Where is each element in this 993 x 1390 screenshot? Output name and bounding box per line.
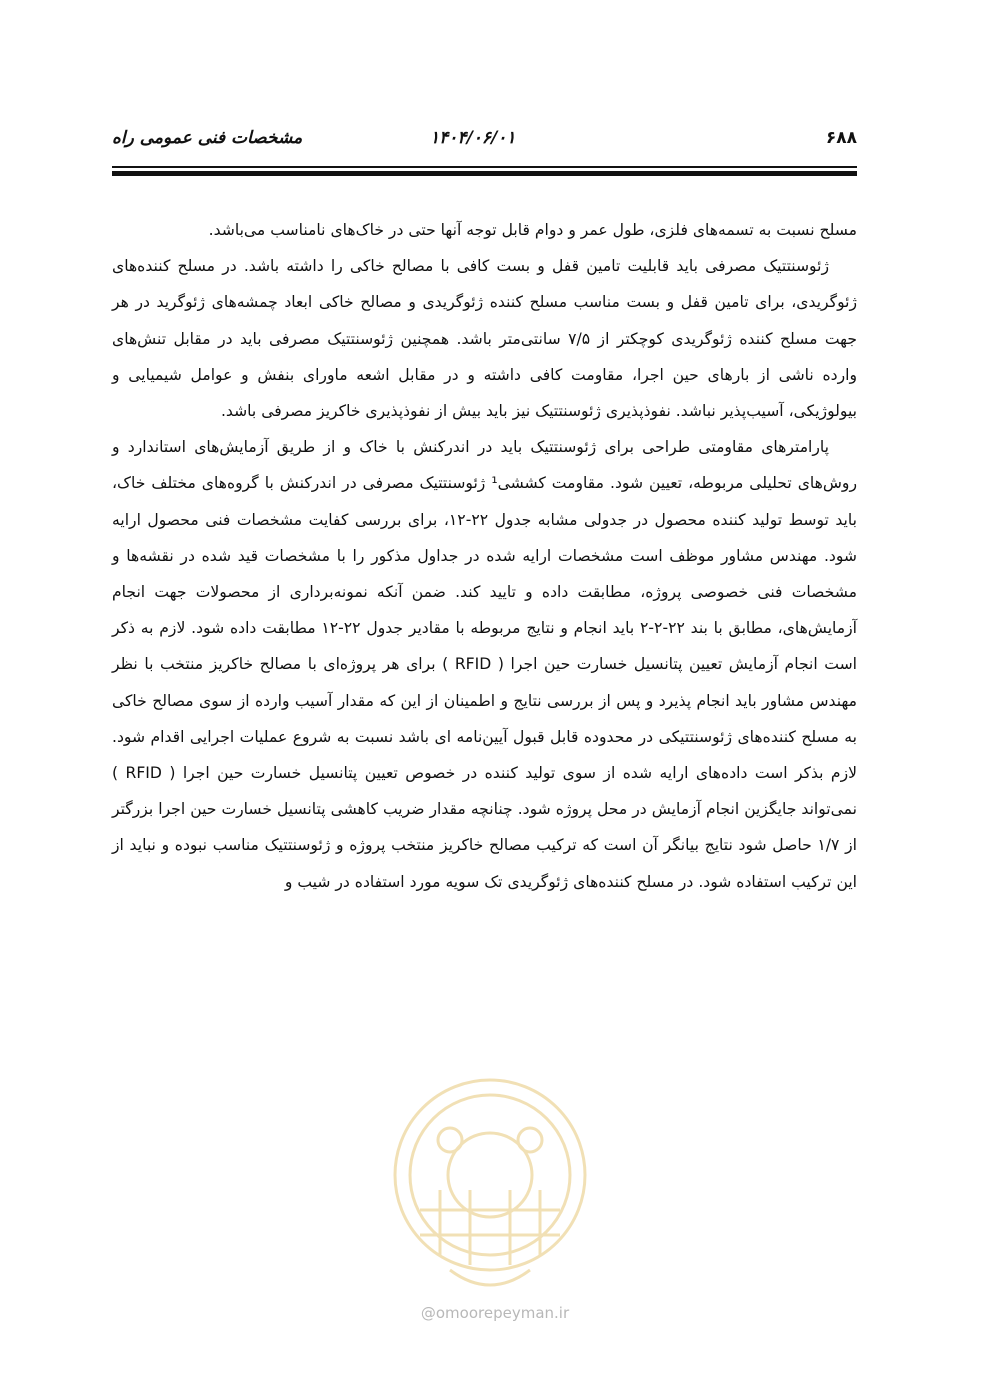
header-date: ۱۴۰۴/۰۶/۰۱: [430, 128, 516, 148]
watermark-site: @omoorepeyman.ir: [420, 1304, 570, 1322]
page-number: ۶۸۸: [825, 128, 857, 148]
paragraph-1: مسلح نسبت به تسمه‌های فلزی، طول عمر و دوام قابل توجه آنها حتی در خاک‌های نامناسب می‌باشد.: [208, 221, 857, 239]
paragraph-3: پارامترهای مقاومتی طراحی برای ژئوسنتتیک باید در اندرکنش با خاک و از طریق آزمایش‌های استاندارد و روش‌های تحلیلی مربوطه، تعیین شود. مقاومت کششی¹ ژئوسنتتیک مصرفی در اندرکنش با گروه‌های مختلف خاک، باید توسط تولید کننده محصول در جدولی مشابه جدول ۲۲-۱۲، برای بررسی کفایت مشخصات فنی محصول ارایه شود. مهندس مشاور موظف است مشخصات ارایه شده در جداول مذکور را با مشخصات قید شده در نقشه‌ها و مشخصات فنی خصوصی پروژه، مطابقت داده و تایید کند. ضمن آنکه نمونه‌برداری از محصولات جهت انجام آزمایش‌های، مطابق با بند ۲۲-۲-۲ باید انجام و نتایج مربوطه با مقادیر جدول ۲۲-۱۲ مطابقت داده شود. لازم به ذکر است انجام آزمایش تعیین پتانسیل خسارت حین اجرا ( RFID ) برای هر پروژه‌ای با مصالح خاکریز منتخب با نظر مهندس مشاور باید انجام پذیرد و پس از بررسی نتایج و اطمینان از این که مقدار آسیب وارده از سوی مصالح خاکی به مسلح کننده‌های ژئوسنتتیکی در محدوده قابل قبول آیین‌نامه ای باشد نسبت به شروع عملیات اجرایی اقدام شود. لازم بذکر است داده‌های ارایه شده از سوی تولید کننده در خصوص تعیین پتانسیل خسارت حین اجرا ( RFID ) نمی‌تواند جایگزین انجام آزمایش در محل پروژه شود. چنانچه مقدار ضریب کاهشی پتانسیل خسارت حین اجرا بزرگتر از ۱/۷ حاصل شود نتایج بیانگر آن است که ترکیب مصالح خاکریز منتخب پروژه و ژئوسنتتیک مناسب نبوده و نباید از این ترکیب استفاده شود. در مسلح کننده‌های ژئوگریدی تک سویه مورد استفاده در شیب و: [112, 438, 857, 891]
header-title: مشخصات فنی عمومی راه: [112, 128, 303, 148]
watermark-logo: [380, 1050, 600, 1320]
header-rule-thick: [112, 171, 857, 176]
header-rule-thin: [112, 166, 857, 168]
paragraph-2: ژئوسنتتیک مصرفی باید قابلیت تامین قفل و بست کافی با مصالح خاکی را داشته باشد. در مسلح کننده‌های ژئوگریدی، برای تامین قفل و بست مناسب مسلح کننده ژئوگریدی و مصالح خاکی ابعاد چمشه‌های ژئوگرید در هر جهت مسلح کننده ژئوگریدی کوچکتر از ۷/۵ سانتی‌متر باشد. همچنین ژئوسنتتیک مصرفی باید در مقابل تنش‌های وارده ناشی از بارهای حین اجرا، مقاومت کافی داشته و در مقابل اشعه ماورای بنفش و عوامل شیمیایی و بیولوژیکی، آسیب‌پذیر نباشد. نفوذپذیری ژئوسنتتیک نیز باید بیش از نفوذپذیری خاکریز مصرفی باشد.: [112, 257, 857, 421]
page-header: [112, 128, 857, 158]
body-text: [112, 212, 857, 900]
